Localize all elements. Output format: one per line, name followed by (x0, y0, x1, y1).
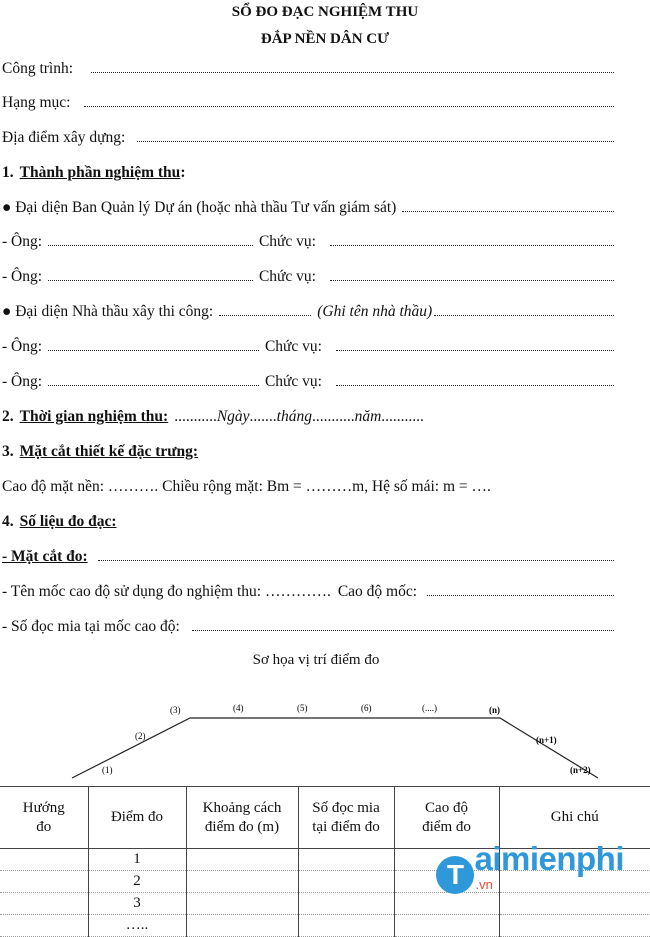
chuc-vu-field[interactable] (330, 280, 614, 281)
section4-number: 4. (2, 513, 14, 530)
point-label: (n+1) (536, 735, 557, 745)
diagram-caption: Sơ họa vị trí điểm đo (252, 652, 380, 668)
doc-subtitle: ĐẮP NỀN DÂN CƯ (260, 31, 390, 47)
table-cell[interactable] (186, 849, 298, 871)
cong-trinh-line (2, 56, 614, 78)
header-huong-do: Hướng đo (0, 787, 88, 849)
section3-parameters (2, 474, 614, 496)
table-cell[interactable] (186, 915, 298, 937)
contractor-extra-field[interactable] (434, 315, 614, 316)
point-label: (1) (102, 765, 113, 775)
ten-moc-label: - Tên mốc cao độ sử dụng đo nghiệm thu: …………. (2, 583, 331, 600)
table-cell[interactable] (0, 849, 88, 871)
rep-contractor-line (2, 299, 614, 321)
table-cell[interactable] (499, 915, 650, 937)
header-khoang-cach: Khoảng cách điểm đo (m) (186, 787, 298, 849)
header-so-doc-mia: Số đọc mia tại điểm đo (298, 787, 394, 849)
table-cell[interactable] (298, 849, 394, 871)
chuc-vu-label: Chức vụ: (258, 233, 316, 250)
point-label: (n) (489, 705, 500, 715)
thang-label: tháng (276, 408, 312, 425)
hang-muc-field[interactable] (84, 106, 614, 107)
so-doc-mia-field[interactable] (192, 630, 614, 631)
owner-person-2-line (2, 264, 614, 286)
embankment-profile (72, 718, 598, 778)
point-label: (5) (297, 703, 308, 713)
point-label: (4) (233, 703, 244, 713)
chuc-vu-field[interactable] (336, 385, 614, 386)
table-cell[interactable] (186, 893, 298, 915)
section3-heading (2, 439, 614, 461)
watermark-logo (436, 842, 624, 894)
section2-line: 2. Thời gian nghiệm thu: ........... Ngày ....... tháng ........... năm ........... (2, 408, 424, 425)
ngay-label: Ngày (216, 408, 250, 425)
table-cell[interactable] (0, 893, 88, 915)
mat-cat-line (2, 544, 614, 566)
logo-name: aimienphi (474, 840, 624, 877)
contractor-person-1-line (2, 334, 614, 356)
table-cell[interactable] (0, 915, 88, 937)
section1-heading: 1. Thành phần nghiệm thu : (2, 164, 186, 181)
logo-tld: .vn (475, 877, 493, 892)
dia-diem-line (2, 125, 614, 147)
logo-letter-icon: T (436, 856, 474, 894)
table-cell[interactable] (0, 871, 88, 893)
diem-do-cell: ….. (88, 915, 186, 937)
ong-name-field[interactable] (48, 350, 259, 351)
mat-cat-label: - Mặt cắt đo: (2, 548, 88, 565)
rep-owner-field[interactable] (402, 211, 614, 212)
doc-title: SỔ ĐO ĐẠC NGHIỆM THU (231, 4, 419, 20)
dia-diem-field[interactable] (137, 141, 614, 142)
point-label: (6) (361, 703, 372, 713)
cross-section-diagram (0, 690, 650, 786)
table-cell[interactable] (298, 893, 394, 915)
point-label: (....) (422, 703, 437, 713)
design-parameters-text: Cao độ mặt nền: ………. Chiều rộng mặt: Bm = ………m, Hệ số mái: m = …. (2, 478, 491, 495)
hang-muc-label: Hạng mục: (2, 94, 71, 111)
table-cell[interactable] (298, 871, 394, 893)
table-cell[interactable] (499, 893, 650, 915)
rep-owner-label: ● Đại diện Ban Quản lý Dự án (hoặc nhà thầu Tư vấn giám sát) (2, 199, 397, 216)
chuc-vu-field[interactable] (330, 245, 614, 246)
header-ghi-chu: Ghi chú (499, 787, 650, 849)
section3-number: 3. (2, 443, 14, 460)
ong-name-field[interactable] (48, 245, 253, 246)
nam-label: năm (354, 408, 382, 425)
section4-title: Số liệu đo đạc: (19, 513, 117, 530)
ong-label: - Ông: (2, 373, 43, 390)
cong-trinh-field[interactable] (91, 72, 614, 73)
header-diem-do: Điểm đo (88, 787, 186, 849)
ong-label: - Ông: (2, 338, 43, 355)
cong-trinh-label: Công trình: (2, 60, 74, 77)
contractor-note: (Ghi tên nhà thầu) (317, 303, 433, 320)
table-cell[interactable] (298, 915, 394, 937)
contractor-name-field[interactable] (219, 315, 311, 316)
mat-cat-field[interactable] (98, 560, 614, 561)
cao-do-moc-field[interactable] (427, 595, 614, 596)
owner-person-1-line (2, 229, 614, 251)
table-cell[interactable] (394, 893, 499, 915)
point-label: (2) (135, 731, 146, 741)
section2-number: 2. (2, 408, 14, 425)
header-cao-do: Cao độ điểm đo (394, 787, 499, 849)
section2-title: Thời gian nghiệm thu: (19, 408, 169, 425)
section4-heading (2, 509, 614, 531)
section3-title: Mặt cắt thiết kế đặc trưng: (19, 443, 199, 460)
diem-do-cell: 3 (88, 893, 186, 915)
ong-name-field[interactable] (48, 385, 259, 386)
ong-label: - Ông: (2, 268, 43, 285)
table-row (0, 915, 650, 937)
ong-label: - Ông: (2, 233, 43, 250)
table-cell[interactable] (186, 871, 298, 893)
hang-muc-line (2, 90, 614, 112)
ten-moc-line (2, 579, 614, 601)
dia-diem-label: Địa điểm xây dựng: (2, 129, 126, 146)
diem-do-cell: 2 (88, 871, 186, 893)
chuc-vu-label: Chức vụ: (264, 373, 322, 390)
chuc-vu-field[interactable] (336, 350, 614, 351)
so-doc-mia-label: - Số đọc mia tại mốc cao độ: (2, 618, 180, 635)
rep-contractor-label: ● Đại diện Nhà thầu xây thi công: (2, 303, 214, 320)
ong-name-field[interactable] (48, 280, 253, 281)
table-cell[interactable] (394, 915, 499, 937)
section1-number: 1. (2, 164, 14, 181)
section1-title: Thành phần nghiệm thu (19, 164, 181, 181)
chuc-vu-label: Chức vụ: (264, 338, 322, 355)
table-row (0, 893, 650, 915)
contractor-person-2-line (2, 369, 614, 391)
point-label: (3) (170, 705, 181, 715)
cao-do-moc-label: Cao độ mốc: (337, 583, 418, 600)
so-doc-mia-line (2, 614, 614, 636)
diem-do-cell: 1 (88, 849, 186, 871)
rep-owner-line (2, 195, 614, 217)
point-label: (n+2) (570, 765, 591, 775)
chuc-vu-label: Chức vụ: (258, 268, 316, 285)
